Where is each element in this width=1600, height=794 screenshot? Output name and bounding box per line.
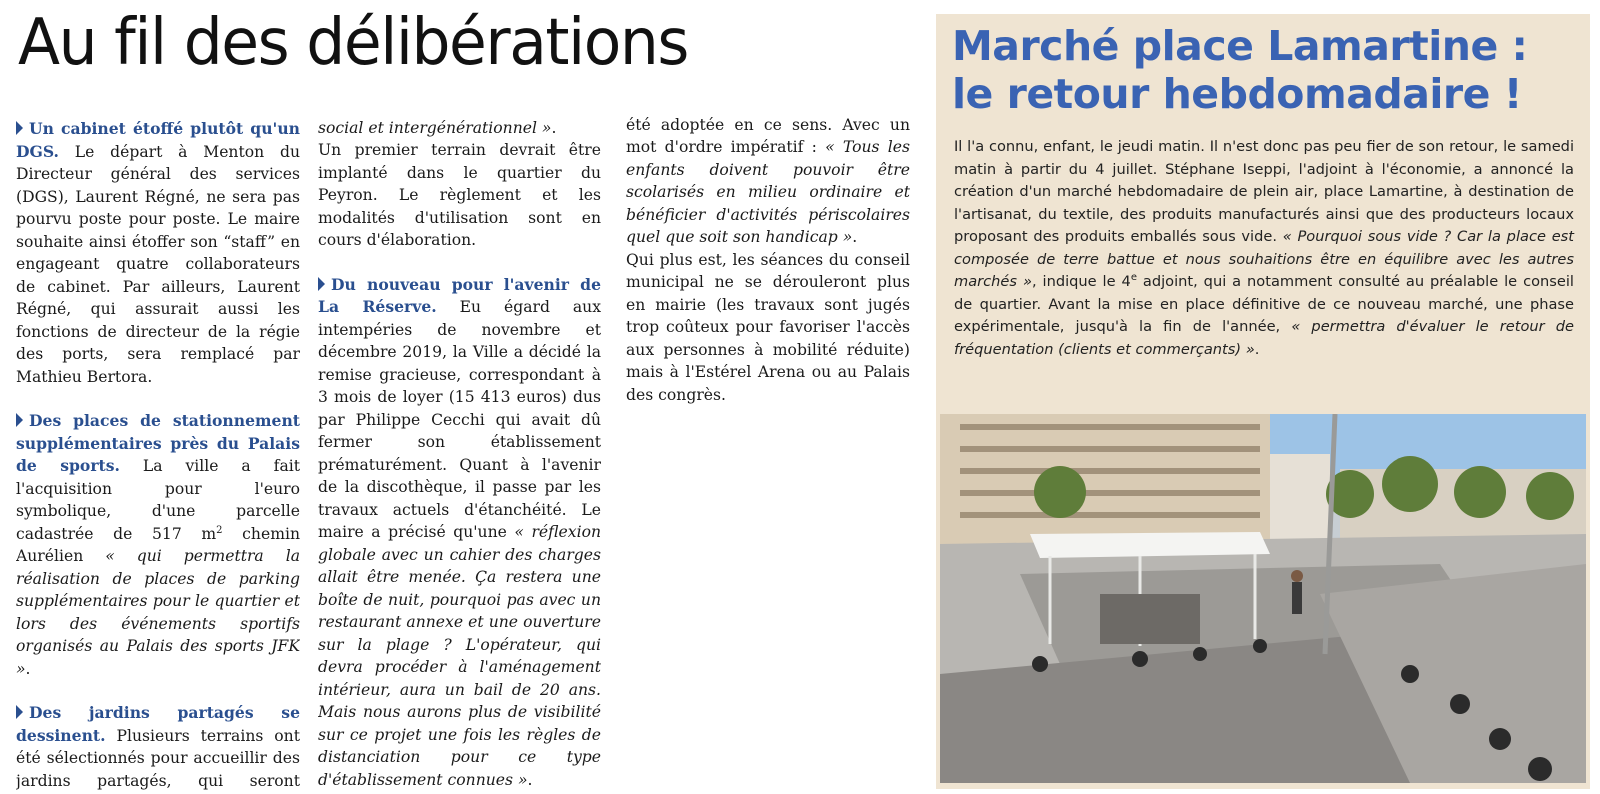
lead-text: Du nouveau pour l'avenir de La Réserve. [318,274,601,316]
box-title-line: Marché place Lamartine : [952,22,1528,70]
article-body: Plusieurs terrains ont été sélectionnés pour accueillir des jardins partagés, qui seront [16,726,300,790]
box-body-text: adjoint, qui a notamment consulté au préalable le conseil de quartier. Avant la mise en place définitive de ce nouveau marché, une phase expérimentale, jusqu'à la fin de l'année, [954,273,1574,335]
article-quote: « Tous les enfants doivent pouvoir être scolarisés en milieu ordinaire et bénéficier d'activités périscolaires quel que soit son handicap » [626,138,910,246]
triangle-bullet-icon [16,121,23,135]
box-quote: « permettra d'évaluer le retour de fréquentation (clients et commerçants) » [954,318,1575,358]
article-body: Un premier terrain devrait être implanté dans le quartier du Peyron. Le règlement et les modalités d'utilisation sont en cours d'élaboration. [318,141,601,249]
punctuation: . [527,770,533,789]
lead-text: Un cabinet étoffé plutôt qu'un DGS. [16,119,300,161]
article-body: La ville a fait l'acquisition pour l'euro symbolique, d'une parcelle cadastrée de 517 m [16,457,300,543]
punctuation: . [1254,340,1260,358]
article-jardins [16,702,300,794]
box-body-text: Il l'a connu, enfant, le jeudi matin. Il n'est donc pas peu fier de son retour, le samedi matin à partir du 4 juillet. Stéphane Iseppi, l'adjoint à l'économie, a annoncé la création d'un marché hebdomadaire de plein air, place Lamartine, à destination de l'artisanat, du textile, des produits manufacturés ainsi que des producteurs locaux proposant des produits emballés sous vide. [954,138,1574,245]
article-body: Eu égard aux intempéries de novembre et décembre 2019, la Ville a décidé la remise gracieuse, correspondant à 3 mois de loyer (15 413 euros) dus par Philippe Cecchi qui avait dû fermer son établissement prématurément. Quant à l'avenir de la discothèque, il passe par les travaux actuels d'étanchéité. Le maire a précisé qu'une [318,298,601,541]
column-1 [16,118,300,794]
punctuation: . [551,118,557,137]
article-body: chemin Aurélien [16,524,300,565]
box-title [952,22,1582,118]
column-2-flow [318,116,601,791]
box-quote: « Pourquoi sous vide ? Car la place est composée de terre battue et nous souhaitions être en équilibre avec les autres marchés » [954,228,1574,290]
article-quote: social et intergénérationnel » [318,118,552,137]
punctuation: . [25,659,31,678]
article-body: été adoptée en ce sens. Avec un mot d'ordre impératif : [626,116,910,156]
photo-place-lamartine [940,414,1586,783]
column-3-flow [626,116,910,406]
article-quote: « réflexion globale avec un cahier des charges allait être menée. Ça restera une boîte de nuit, pourquoi pas avec un restaurant annexe et une ouverture sur la plage ? L'opérateur, qui devra procéder à l'aménagement intérieur, aura un bail de 20 ans. Mais nous aurons plus de visibilité sur ce projet une fois les règles de distanciation pour ce type d'établissement connues » [318,523,601,789]
column-2 [318,116,601,792]
column-3 [626,116,910,792]
article-body: Le départ à Menton du Directeur général des services (DGS), Laurent Régné, ne sera pas pourvu poste pour poste. Le maire souhaite ainsi étoffer son “staff” en engageant quatre collaborateurs de cabinet. Par ailleurs, Laurent Régné, qui assurait aussi les fonctions de directeur de la régie des ports, sera remplacé par Mathieu Bertora. [16,142,300,386]
triangle-bullet-icon [16,413,23,427]
article-handicap [626,116,910,249]
article-reserve [318,274,601,792]
lead-text: Des jardins partagés se dessinent. [16,703,300,745]
page-headline: Au fil des délibérations [18,6,688,80]
article-jardins-continued [318,116,601,139]
article-body: Qui plus est, les séances du conseil municipal ne se dérouleront plus en mairie (les travaux sont jugés trop coûteux pour favoriser l'accès aux personnes à mobilité réduite) mais à l'Estérel Arena ou au Palais des congrès. [626,250,910,404]
sidebar-box-marche [936,14,1590,789]
article-cabinet [16,118,300,388]
lead-text: Des places de stationnement supplémentaires près du Palais de sports. [16,411,300,475]
punctuation: . [852,228,858,246]
box-title-line: le retour hebdomadaire ! [952,70,1522,118]
box-body [954,136,1574,361]
article-stationnement [16,410,300,680]
superscript: 2 [216,524,223,536]
box-body-text: , indique le 4 [1031,273,1131,290]
superscript: e [1130,272,1137,284]
triangle-bullet-icon [318,277,325,291]
triangle-bullet-icon [16,705,23,719]
article-quote: « qui permettra la réalisation de places de parking supplémentaires pour le quartier et lors des événements sportifs organisés au Palais des sports JFK » [16,547,300,678]
photo-illustration [940,414,1586,783]
